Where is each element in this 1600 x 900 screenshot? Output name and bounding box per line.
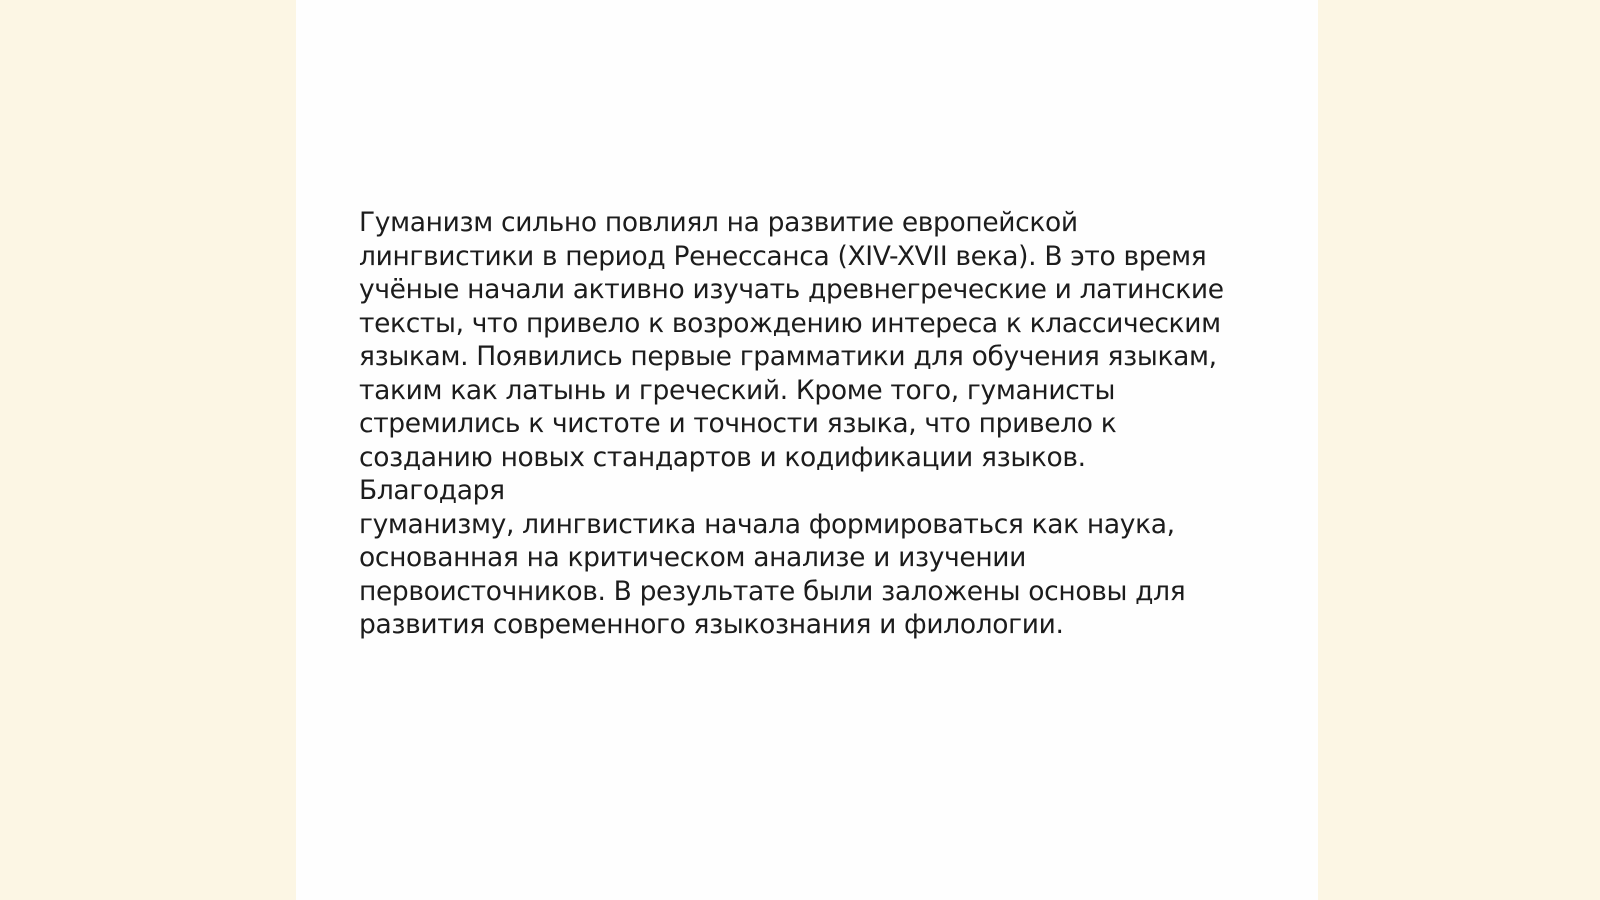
right-background-panel <box>1318 0 1600 900</box>
left-background-panel <box>0 0 296 900</box>
slide-page <box>296 0 1318 900</box>
slide-body-text: Гуманизм сильно повлиял на развитие европейской лингвистики в период Ренессанса (XIV-XVII века). В это время учёные начали активно изучать древнегреческие и латинские тексты, что привело к возрождению интереса к классическим языкам. Появились первые грамматики для обучения языкам, таким как латынь и греческий. Кроме того, гуманисты стремились к чистоте и точности языка, что привело к созданию новых стандартов и кодификации языков. Благодаря гуманизму, лингвистика начала формироваться как наука, основанная на критическом анализе и изучении первоисточников. В результате были заложены основы для развития современного языкознания и филологии. <box>359 207 1224 640</box>
